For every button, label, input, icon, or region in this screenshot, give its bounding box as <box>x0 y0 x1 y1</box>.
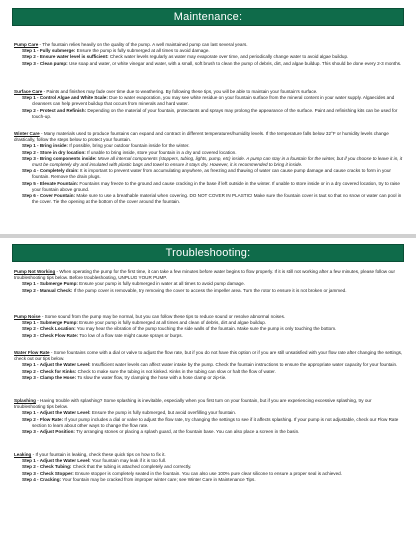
surface-care-heading: Surface Care <box>14 89 43 94</box>
surface-care-section <box>14 89 404 120</box>
leaking-section <box>14 452 404 483</box>
winter-care-section <box>14 131 404 205</box>
splashing-intro: - Having trouble with splashing? Some splashing is inevitable, especially when you first turn on your fountain, but if you are experiencing excessive splashing, try our troubleshooting tips below. <box>14 398 372 410</box>
water-flow-rate-heading: Water Flow Rate <box>14 350 50 355</box>
list-item: Step 2 - Protect and Refinish: Depending on the material of your fountain, protectants and sprays may prolong the appearance of the surface. Paint and refinishing kits can be used for touch-up. <box>22 107 398 119</box>
winter-care-intro: - Many materials used to produce fountains can expand and contract in different temperatures/humidity levels. If the temperature falls below 32°F or humidity levels change drastically, follow the steps below to protect your fountain. <box>14 131 389 143</box>
list-item: Step 2 - Check Location: You may hear the vibration of the pump touching the side walls of the fountain. Make sure the pump is only touching the bottom. <box>22 326 337 332</box>
troubleshooting-banner <box>12 244 404 262</box>
surface-care-intro: - Paints and finishes may fade over time due to weathering. By following these tips, you will be able to maintain your fountain's surface. <box>42 89 318 94</box>
list-item: Step 3 - Clean pump: Use soap and water, or white vinegar and water, with a small, soft brush to clean the pump of debris, dirt, and algae buildup. This should be done every 2-3 months. <box>22 60 402 66</box>
pump-care-intro: - The fountain relies heavily on the quality of the pump. A well maintained pump can last several years. <box>38 42 248 47</box>
list-item: Step 1 - Adjust the Water Level: Your fountain may leak if it is too full. <box>22 458 167 464</box>
list-item: Step 5 - Elevate Fountain: Fountains may freeze to the ground and cause cracking in the base if left outside in the winter. If unable to store inside or in a dry covered location, try to raise your fountain above ground. <box>22 180 400 192</box>
leaking-intro: - If your fountain is leaking, check these quick tips on how to fix it. <box>31 452 166 457</box>
list-item: Step 3 - Adjust Position: Try arranging stones or placing a splash guard, at the fountain base. You can also place a screen in the basin. <box>22 429 300 435</box>
maintenance-banner <box>12 8 404 26</box>
maintenance-title: Maintenance: <box>173 11 243 23</box>
list-item: Step 1 - Control Algae and White Scale: Due to water evaporation, you may see white residue on your fountain surface from the mineral content in your water supply. Algaecides and cleansers can help prevent buildup that occurs from minerals and hard water. <box>22 95 395 107</box>
list-item: Step 1 - Bring inside: If possible, bring your outdoor fountain inside for the winter. <box>22 143 190 149</box>
list-item: Step 6 - Cover Fountain: Make sure to use a breathable material when covering. DO NOT COVER IN PLASTIC! Make sure the fountain cover is taut so that no snow or water can pool in the cover. Tie the opening at the bottom of the cover around the fountain. <box>22 193 402 205</box>
troubleshooting-title: Troubleshooting: <box>165 247 251 259</box>
list-item: Step 1 - Adjust the Water Level: Ensure the pump is fully submerged, but avoid overfilling your fountain. <box>22 410 237 416</box>
list-item: Step 3 - Clamp the Hose: To slow the water flow, try clamping the hose with a hose clamp or zip-tie. <box>22 374 227 380</box>
list-item: Step 2 - Check for Kinks: Check to make sure the tubing is not kinked. Kinks in the tubing can slow or halt the flow of water. <box>22 368 276 374</box>
splashing-heading: Splashing <box>14 398 36 403</box>
pump-noise-section <box>14 314 404 339</box>
list-item: Step 3 - Check Stopper: Ensure stopper is completely seated in the fountain. You can also use 100% pure clear silicone to ensure a proper seal is achieved. <box>22 470 342 476</box>
pump-care-heading: Pump Care <box>14 42 39 47</box>
leaking-heading: Leaking <box>14 452 32 457</box>
list-item: Step 1 - Submerge Pump: Ensure your pump is fully submerged at all times and clean of debris, dirt and algae buildup. <box>22 320 267 326</box>
list-item: Step 3 - Check Flow Rate: Too low of a flow rate might cause sprays or burps. <box>22 332 183 338</box>
list-item: Step 2 - Ensure water level is sufficient: Check water levels regularly as water may evaporate over time, and periodically change water to avoid algae buildup. <box>22 54 349 60</box>
list-item: Step 2 - Flow Rate: If your pump includes a dial or valve to adjust the flow rate, try changing the settings to see if it affects splashing. If your pump is not adjustable, check our Flow Rate section to learn about other ways to change the flow rate. <box>22 416 399 428</box>
winter-care-heading: Winter Care <box>14 131 40 136</box>
list-item: Step 4 - Completely drain: It is important to prevent water from accumulating anywhere, as freezing and thawing of water can cause pump damage and cause cracks to form in your fountain. Remove the drain plugs. <box>22 168 391 180</box>
pump-not-working-heading: Pump Not Working <box>14 269 56 274</box>
list-item: Step 2 - Check Tubing: Check that the tubing is attached completely and correctly. <box>22 464 192 470</box>
section-divider <box>0 234 416 238</box>
splashing-section <box>14 398 404 435</box>
list-item: Step 1 - Adjust the Water Level: Insufficient water levels can affect water intake by the pump. Check the fountain instructions to ensure the appropriate water capacity for your fountain. <box>22 362 398 368</box>
list-item: Step 1 - Fully submerge: Ensure the pump is fully submerged at all times to avoid damage. <box>22 48 210 54</box>
list-item: Step 1 - Submerge Pump: Ensure your pump is fully submerged in water at all times to avoid pump damage. <box>22 281 245 287</box>
water-flow-rate-intro: - Some fountains come with a dial or valve to adjust the flow rate, but if you do not have this option or if you are still unsatisfied with your flow rate after changing the settings, check out our tips below. <box>14 350 403 362</box>
pump-not-working-intro: - When operating the pump for the first time, it can take a few minutes before water begins to flow properly. If it is still not working after a few minutes, please follow our troubleshooting tips below. Before troubleshooting, UNPLUG YOUR PUMP. <box>14 269 396 281</box>
list-item: Step 2 - Manual Check: If the pump cover is removable, try removing the cover to access the impeller area. Turn the rotor to ensure it is not broken or jammed. <box>22 287 347 293</box>
water-flow-rate-section <box>14 350 404 381</box>
pump-care-section <box>14 42 404 67</box>
pump-noise-heading: Pump Noise <box>14 314 41 319</box>
list-item: Step 3 - Bring components inside: Move all internal components (stoppers, tubing, lights, pump, etc) inside. A pump can stay in a fountain for the winter, but if you choose to leave it in, it must be completely dry and insulated with plastic bags and towel to ensure it stays dry. However, it is recommended to bring it inside. <box>22 155 403 168</box>
list-item: Step 4 - Cracking: Your fountain may be cracked from improper winter care; see Winter Care in Maintenance Tips. <box>22 476 256 482</box>
list-item: Step 2 - Store in dry location: If unable to bring inside, store your fountain in a dry and covered location. <box>22 149 237 155</box>
pump-not-working-section <box>14 269 404 294</box>
pump-noise-intro: - Some sound from the pump may be normal, but you can follow these tips to reduce sound or resolve abnormal noises. <box>40 314 286 319</box>
